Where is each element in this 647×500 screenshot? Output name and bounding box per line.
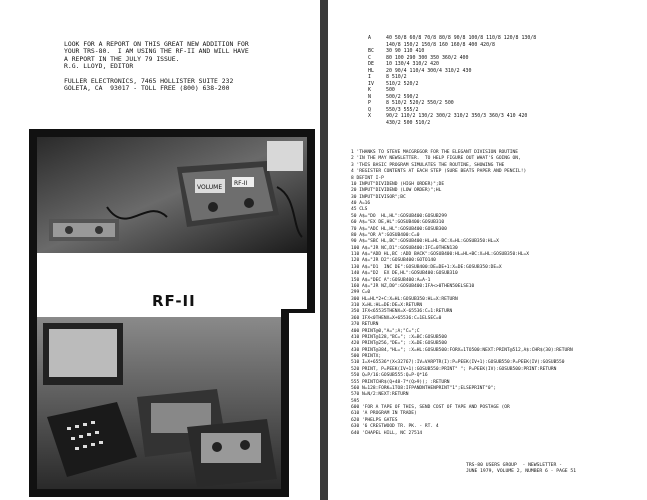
code-line: 520 PRINT, P=PEEK(IV+1):GOSUB550:PRINT" "; P=PEEK(IV):GOSUB500:PRINT:RETURN [351, 366, 557, 372]
code-line: 360 IFX<0THENX=X+65536:C=1ELSEC=0 [351, 315, 442, 321]
address-line: GOLETA, CA 93017 - TOLL FREE (800) 638-200 [64, 84, 230, 93]
device-label: RF-II [234, 180, 248, 187]
line-refs: 510/2 520/2 [386, 80, 419, 87]
photo-caption: RF-II [152, 292, 196, 310]
code-line: 70 A$="ADC HL,HL":GOSUB400:GOSUB300 [351, 226, 447, 232]
variable-name: BC [368, 48, 374, 54]
code-line: 50 A$="DO HL,HL":GOSUB400:GOSUB299 [351, 213, 447, 219]
code-line: 80 A$="OR A":GOSUB400:C=0 [351, 232, 420, 238]
code-line: 620 'PHELPS GATES [351, 417, 398, 423]
code-line: 299 C=0 [351, 290, 371, 296]
code-line: 400 PRINT@0,"A=";A;"C=";C [351, 328, 420, 334]
page-footer [466, 463, 646, 476]
code-line: 370 RETURN [351, 322, 379, 328]
basic-program-listing [351, 150, 643, 437]
bottom-photo [37, 317, 281, 489]
editor-signature: R.G. LLOYD, EDITOR [64, 61, 134, 70]
variable-name: N [368, 93, 371, 100]
code-line: 610 'A PROGRAM IN TRADE) [351, 411, 417, 417]
variable-name: HL [368, 67, 374, 74]
variable-cross-reference [368, 35, 638, 126]
variable-name: X [368, 113, 371, 119]
code-line: 90 A$="SBC HL,BC":GOSUB400:HL=HL-BC:X=HL:GOSUB350:HL=X [351, 239, 499, 245]
code-line: 560 N=128:FORK=1TO8:IFPANDNTHENPRINT"1";ELSEPRINT"0"; [351, 385, 497, 391]
intro-line: A REPORT IN THE JULY 79 ISSUE. [64, 54, 180, 63]
variable-name: C [368, 54, 371, 61]
code-line: 160 A$="JR NZ,D0":GOSUB400:IFA<>0THEN50ELSE10 [351, 283, 475, 289]
variable-name: K [368, 87, 371, 93]
line-refs: 40 50/8 60/8 70/8 80/8 90/8 100/8 110/8 120/8 130/8 [386, 35, 537, 41]
code-line: 100 A$="JR NC,D1":GOSUB400:IFC=0THEN130 [351, 245, 458, 251]
line-refs: 90/2 110/2 130/2 300/2 310/2 350/3 360/3 410 420 [386, 113, 528, 119]
code-line: 510 I=X+65536*(X<32767):IV=VARPTR(I):P=PEEK(IV+1):GOSUB550:P=PEEK(IV):GOSUB550 [351, 360, 565, 366]
code-line: 410 PRINT@128,"BC="; :X=BC:GOSUB500 [351, 334, 447, 340]
code-line: 570 N=N/2:NEXT:RETURN [351, 392, 409, 398]
variable-name: A [368, 35, 371, 41]
code-line: 300 HL=HL*2+C:X=HL:GOSUB350:HL=X:RETURN [351, 296, 458, 302]
code-line: 30 INPUT"DIVISOR";BC [351, 194, 406, 200]
code-line: 600 'FOR A TAPE OF THIS, SEND COST OF TAPE AND POSTAGE (OR [351, 405, 510, 410]
line-refs: 80 100 290 300 350 360/2 400 [386, 54, 469, 61]
top-photo [37, 137, 307, 253]
line-refs: 10 130/4 310/2 420 [386, 61, 439, 67]
intro-line: YOUR TRS-80. I AM USING THE RF-II AND WILL HAVE [64, 47, 249, 56]
code-line: 500 PRINTX; [351, 354, 382, 359]
line-refs: 20 90/4 110/4 300/4 310/2 430 [386, 67, 472, 74]
code-line: 550 Q=P/16:GOSUB555:Q=P-Q*16 [351, 373, 428, 379]
address-line: FULLER ELECTRONICS, 7465 HOLLISTER SUITE 232 [64, 77, 234, 85]
line-refs: 8 510/2 [386, 74, 407, 80]
code-line: 140 A$="D2 EX DE,HL":GOSUB400:GOSUB310 [351, 271, 458, 277]
code-line: 1 'THANKS TO STEVE MACGREGOR FOR THE ELEGANT DIVISION ROUTINE [351, 150, 518, 155]
intro-line: LOOK FOR A REPORT ON THIS GREAT NEW ADDITION FOR [64, 40, 249, 48]
code-line: 40 A=16 [351, 201, 371, 206]
variable-name: Q [368, 106, 371, 113]
left-page [0, 0, 320, 500]
right-page [328, 0, 647, 500]
variable-name: I [368, 74, 371, 80]
footer-issue: JUNE 1979, VOLUME 2, NUMBER 6 - PAGE 51 [466, 469, 577, 475]
variable-name: DE [368, 61, 374, 67]
code-line: 8 DEFINT I-P [351, 175, 384, 181]
code-line: 420 PRINT@256,"DE="; :X=DE:GOSUB500 [351, 341, 447, 347]
code-line: 310 X=HL:HL=DE:DE=X:RETURN [351, 303, 423, 308]
variable-name: IV [368, 80, 374, 87]
line-refs: 430/2 500 510/2 [386, 119, 431, 126]
code-line: 20 INPUT"DIVIDEND (LOW ORDER)";HL [351, 188, 442, 194]
code-line: 60 A$="EX DE,HL":GOSUB400:GOSUB310 [351, 220, 445, 226]
line-refs: 30 90 110 410 [386, 48, 425, 54]
table-row [368, 120, 638, 127]
variable-name [368, 120, 386, 127]
line-refs: 140/8 150/2 150/8 160 160/8 400 420/8 [386, 41, 495, 48]
page-gutter [320, 0, 328, 500]
device-label: VOLUME [197, 184, 223, 191]
photo-collage [27, 127, 317, 499]
code-line: 10 INPUT"DIVIDEND (HIGH ORDER)";DE [351, 181, 445, 187]
line-refs: 8 510/2 520/2 550/2 500 [386, 100, 454, 106]
code-line: 4 'REGISTER CONTENTS AT EACH STEP (SURE BEATS PAPER AND PENCIL!) [351, 169, 527, 175]
code-line: 640 'CHAPEL HILL, NC 27514 [351, 430, 423, 436]
code-line: 430 PRINT@384,"HL="; :X=HL:GOSUB500:FORX=1TO500:NEXT:PRINT@512,A$:CHR$(30):RETURN [351, 347, 573, 353]
line-refs: 550/3 555/2 [386, 106, 419, 113]
code-line: 45 CLS [351, 207, 368, 213]
line-refs: 500/2 590/2 [386, 93, 419, 100]
code-line: 150 A$="DEC A":GOSUB400:A=A-1 [351, 277, 431, 283]
code-line: 120 A$="JR D2":GOSUB400:GOTO140 [351, 258, 436, 264]
line-refs: 500 [386, 87, 395, 93]
code-line: 110 A$="ADD HL,BC :ADD BACK":GOSUB400:HL=HL+BC:X=HL:GOSUB350:HL=X [351, 252, 529, 257]
code-line: 2 'IN THE MAY NEWSLETTER. TO HELP FIGURE OUT WHAT'S GOING ON, [351, 156, 521, 162]
vendor-address [64, 78, 319, 93]
code-line: 595 [351, 398, 360, 404]
footer-publication: TRS-80 USERS GROUP - NEWSLETTER - [466, 463, 562, 468]
code-line: 350 IFX<65535THENX=X-65536:C=1:RETURN [351, 309, 453, 315]
code-line: 3 'THIS BASIC PROGRAM SIMULATES THE ROUTINE, SHOWING THE [351, 162, 505, 168]
intro-paragraph [64, 41, 319, 70]
code-line: 130 A$="D1 INC DE":GOSUB400:DE=DE+1:X=DE:GOSUB350:DE=X [351, 264, 502, 270]
code-line: 555 PRINTCHR$(Q+48-7*(Q>9)); :RETURN [351, 379, 450, 385]
code-line: 630 '6 CRESTWOOD TR. PK. - RT. 4 [351, 424, 439, 430]
variable-name: P [368, 100, 371, 106]
product-photos [27, 127, 317, 499]
